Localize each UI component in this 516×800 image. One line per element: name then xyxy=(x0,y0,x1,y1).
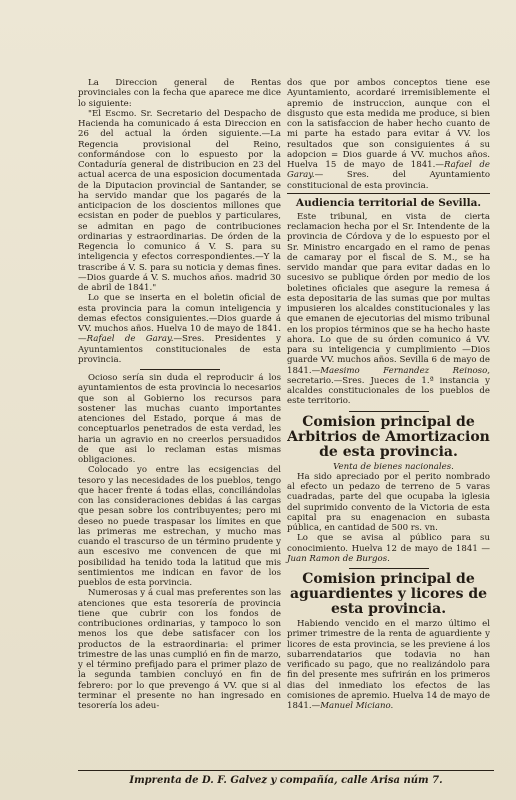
signature-reinoso: Maesimo Fernandez Reinoso, xyxy=(320,365,490,376)
aviso-paragraph: Lo que se avisa al público para su conocimiento. Huelva 12 de mayo de 1841 —Juan Ramon de Burgos. xyxy=(287,533,490,564)
audiencia-paragraph: Este tribunal, en vista de cierta reclamacion hecha por el Sr. Intendente de la provincia de Córdova y de lo espuesto por el Sr. Ministro encargado en el ramo de penas de camaray por el fiscal de S. M., se ha servido mandar que para evitar dadas en lo sucesivo se publique órden por medio de los boletines oficiales que asegure la remesa á esta depositaria de las sumas que por multas impusieren los alcaldes constitucionales y las que emanen de ejecutorias del mismo tribunal en los propios términos que se ha hecho haste ahora. Lo que de su órden comunico á VV. para su inteligencia y cumplimiento —Dios guarde VV. muchos años. Sevilla 6 de mayo de 1841.—Maesimo Fernandez Reinoso, secretario.—Sres. Jueces de 1.ª instancia y alcaldes constitucionales de los pueblos de este territorio. xyxy=(287,211,490,407)
ocioso-paragraph: Ocioso sería sin duda el reproducir á los ayuntamientos de esta provincia lo necesarios que son al Gobierno los recursos para sostener las muchas cuanto importantes atenciones del Estado, porque á mas de conceptuarlos penetrados de esta verdad, les haria un agravio en no creerlos persuadidos de que asi lo reclaman estas mismas obligaciones. xyxy=(78,373,281,465)
continuation-paragraph: dos que por ambos conceptos tiene ese Ayuntamiento, acordaré irremisiblemente el apremio de instruccion, aunque con el disgusto que esta medida me produce, si bien con la satisfaccion de haber hecho cuanto de mi parte ha estado para evitar á VV. los resultados que son consiguientes á su adopcion = Dios guarde á VV. muchos años. Huelva 15 de mayo de 1841.—Rafael de Garay.— Sres. del Ayuntamiento constitucional de esta provincia. xyxy=(287,78,491,191)
left-column xyxy=(78,78,281,711)
terreno-paragraph: Ha sido apreciado por el perito nombrado al efecto un pedazo de terreno de 5 varas cuadradas, parte del que ocupaba la iglesia del suprimido convento de la Victoria de esta capital pra su enagenacion en subasta pública, en cantidad de 500 rs. vn. xyxy=(287,471,490,533)
aguardientes-paragraph: Habiendo vencido en el marzo último el primer trimestre de la renta de aguardiente y licores de esta provincia, se les previene á los subarrendatarios que todavia no han verificado su pago, que no realizándolo para fin del presente mes sufrirán en los primeros dias del inmediato los efectos de las comisiones de apremio. Huelva 14 de mayo de 1841.—Manuel Miciano. xyxy=(287,619,490,711)
divider xyxy=(349,568,429,569)
boletin-notice: Lo que se inserta en el boletin oficial de esta provincia para la comun inteligencia y demas efectos consiguientes.—Dios guarde á VV. muchos años. Huelva 10 de mayo de 1841.—Rafael de Garay.—Sres. Presidentes y Ayuntamientos constitucionales de esta provincia. xyxy=(78,293,281,365)
divider xyxy=(287,193,490,194)
text-columns xyxy=(78,78,494,711)
divider xyxy=(349,411,429,412)
signature-garay: Rafael de Garay. xyxy=(86,334,174,345)
numerosas-paragraph: Numerosas y á cual mas preferentes son las atenciones que esta tesorería de provincia tiene que cubrir con los fondos de contribuciones ordinarias, y tampoco lo son menos los que debe satisfacer con los productos de la estraordinaria: el primer trimestre de las unas cumplió en fin de marzo, y el término prefijado para el primer plazo de la segunda tambien concluyó en fin de febrero: por lo que prevengo á VV. que si al terminar el presente no han ingresado en tesorería los adeu- xyxy=(78,588,281,711)
aguardientes-heading: Comision principal de aguardientes y licores de esta provincia. xyxy=(289,571,488,617)
audiencia-heading: Audiencia territorial de Sevilla. xyxy=(295,196,482,209)
signature-burgos: Juan Ramon de Burgos. xyxy=(287,553,390,564)
venta-subheading: Venta de bienes nacionales. xyxy=(333,461,454,472)
hacienda-order: "El Escmo. Sr. Secretario del Despacho de Hacienda ha comunicado á esta Direccion en 26 del actual la órden siguiente.—La Regencia provisional del Reino, conformándose con lo espuesto por la Contaduría general de distribucion en 23 del actual acerca de una esposicion documentada de la Diputacion provincial de Santander, se ha servido mandar que los pagarés de la anticipacion de los doscientos millones que ecsistan en poder de pueblos y particulares, se admitan en pago de contribuciones ordinarias y estraordinarias. De órden de la Regencia lo comunico á V. S. para su inteligencia y efectos correspondientes.—Y la trascribe á V. S. para su noticia y demas fines.—Dios guarde á V. S. muchos años. madrid 30 de abril de 1841." xyxy=(78,108,281,293)
right-column xyxy=(287,78,490,711)
direccion-intro: La Direccion general de Rentas provinciales con la fecha que aparece me dice lo siguiente: xyxy=(78,78,281,109)
divider xyxy=(140,369,220,370)
signature-garay-2: Rafael de Garay. xyxy=(287,160,491,181)
arbitrios-heading: Comision principal de Arbitrios de Amortizacion de esta provincia. xyxy=(287,413,490,460)
colocado-paragraph: Colocado yo entre las ecsigencias del tesoro y las necesidades de los pueblos, tengo que hacer frente á todas ellas, conciliándolas con las consideraciones debidas á las cargas que pesan sobre los contribuyentes; pero mi deseo no puede traspasar los límites en que las primeras me estrechan, y mucho mas cuando el trascurso de un término prudente y aun escesivo me convencen de que mi posibilidad ha tenido toda la latitud que mis sentimientos me indican en favor de los pueblos de esta porvincia. xyxy=(78,465,281,588)
imprint-line: Imprenta de D. F. Galvez y compañía, calle Arisa núm 7. xyxy=(78,770,494,786)
signature-miciano: Manuel Miciano. xyxy=(320,701,394,711)
